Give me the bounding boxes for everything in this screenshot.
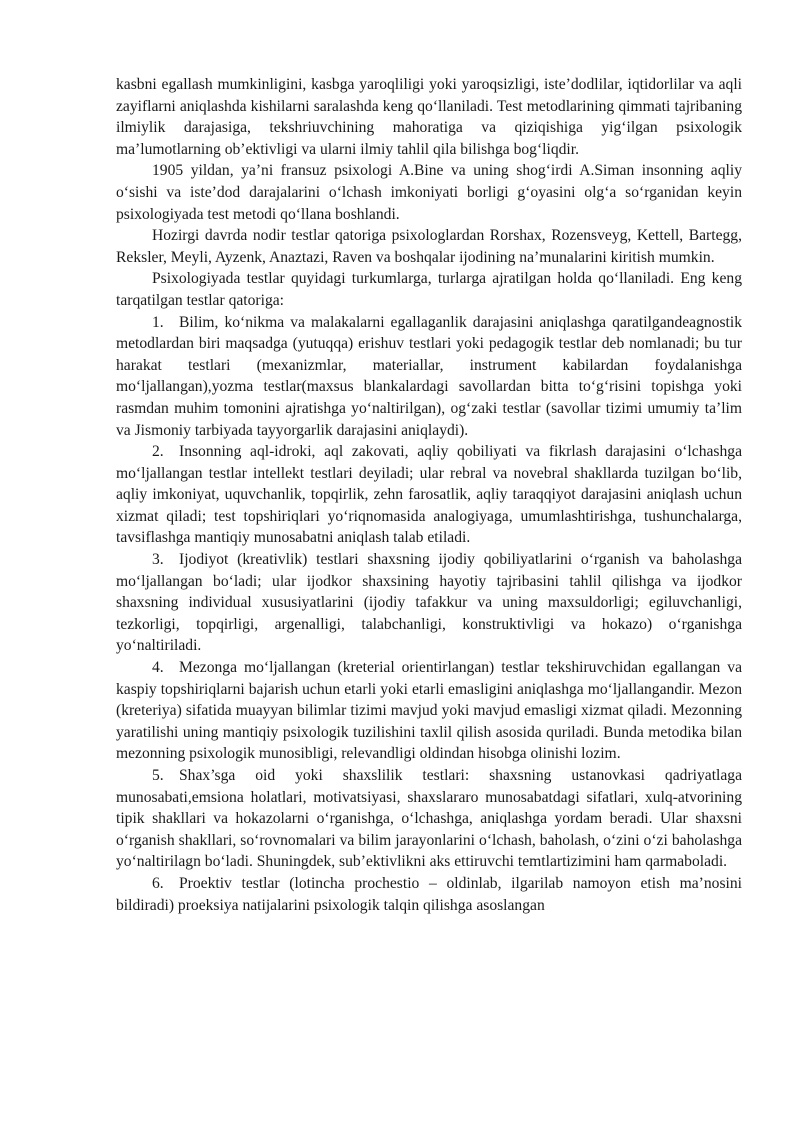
paragraph: 1905 yildan, ya’ni fransuz psixologi A.Bine va uning shog‘irdi A.Siman insonning aqliy o‘sishi va iste’dod darajalarini o‘lchash imkoniyati borligi g‘oyasini olg‘a so‘rganidan keyin psixologiyada test metodi qo‘llana boshlandi. — [116, 162, 742, 223]
list-item-number: 1. — [152, 313, 164, 331]
paragraph: Hozirgi davrda nodir testlar qatoriga psixologlardan Rorshax, Rozensveyg, Kettell, Bartegg, Reksler, Meyli, Ayzenk, Anaztazi, Raven va boshqalar ijodining na’munalarini kiritish mumkin. — [116, 227, 742, 266]
list-item-text: Mezonga mo‘ljallangan (kreterial orientirlangan) testlar tekshiruvchidan egallangan va kaspiy topshiriqlarni bajarish uchun etarli yoki etarli emasligini aniqlashga mo‘ljallangandir. Mezon (kreteriya) sifatida muayyan bilimlar tizimi mavjud yoki mavjud emasligi xizmat qiladi. Mezonning yaratilishi uning mantiqiy psixologik tuzilishini taxlil qilish asosida quriladi. Bunda metodika bilan mezonning psixologik munosibligi, relevandligi oldindan hisobga olinishi lozim. — [116, 659, 742, 763]
list-item — [116, 441, 742, 549]
list-item — [116, 657, 742, 765]
list-item-number: 4. — [152, 659, 164, 677]
paragraph: Psixologiyada testlar quyidagi turkumlarga, turlarga ajratilgan holda qo‘llaniladi. Eng keng tarqatilgan testlar qatoriga: — [116, 270, 742, 309]
list-item — [116, 873, 742, 916]
list-item-text: Proektiv testlar (lotincha prochestio – oldinlab, ilgarilab namoyon etish ma’nosini bildiradi) proeksiya natijalarini psixologik talqin qilishga asoslangan — [116, 874, 742, 914]
list-item — [116, 312, 742, 442]
list-item — [116, 549, 742, 657]
list-item-text: Insonning aql-idroki, aql zakovati, aqliy qobiliyati va fikrlash darajasini o‘lchashga mo‘ljallangan testlar intellekt testlari deyiladi; ular rebral va novebral shakllarda tuzilgan bo‘lib, aqliy imkoniyat, uquvchanlik, topqirlik, zehn farosatlik, aqliy taraqqiyot darajasini aniqlash uchun xizmat qiladi; test topshiriqlari yo‘riqnomasida analogiyaga, umumlashtirishga, tushunchalarga, tavsiflashga mantiqiy munosabatni aniqlash talab etiladi. — [116, 443, 742, 547]
document-page — [116, 74, 742, 916]
list-item-text: Bilim, ko‘nikma va malakalarni egallaganlik darajasini aniqlashga qaratilgandeagnostik metodlardan biri maqsadga (yutuqqa) erishuv testlari yoki pedagogik testlar deb nomlanadi; bu tur harakat testlari (mexanizmlar, materiallar, instrument kabilardan foydalanishga mo‘ljallangan),yozma testlar(maxsus blankalardagi savollardan bitta to‘g‘risini topishga yoki rasmdan muhim tomonini ajratishga yo‘naltirilgan), og‘zaki testlar (savollar tizimi umumiy ta’lim va Jismoniy tarbiyada tayyorgarlik darajasini aniqlaydi). — [116, 313, 742, 439]
list-item-number: 3. — [152, 551, 164, 569]
list-item-number: 2. — [152, 443, 164, 461]
list-item-text: Shax’sga oid yoki shaxslilik testlari: shaxsning ustanovkasi qadriyatlaga munosabati,emsiona holatlari, motivatsiyasi, shaxslararo munosabatdagi sifatlari, xulq-atvorining tipik shakllari va hokazolarni o‘rganishga, o‘lchashga, aniqlashga yordam beradi. Ular shaxsni o‘rganish shakllari, so‘rovnomalari va bilim jarayonlarini o‘lchash, baholash, o‘zini o‘zi baholashga yo‘naltirilagn bo‘ladi. Shuningdek, sub’ektivlikni aks ettiruvchi temtlartizimini ham qarmaboladi. — [116, 767, 742, 871]
list-item-number: 6. — [152, 874, 164, 892]
list-item — [116, 765, 742, 873]
paragraph: kasbni egallash mumkinligini, kasbga yaroqliligi yoki yaroqsizligi, iste’dodlilar, iqtidorlilar va aqli zayiflarni aniqlashda kishilarni saralashda keng qo‘llaniladi. Test metodlarining qimmati tajribaning ilmiylik darajasiga, tekshriuvchining mahoratiga va qiziqishiga yig‘ilgan psixologik ma’lumotlarning ob’ektivligi va ularni ilmiy tahlil qila bilishga bog‘liqdir. — [116, 76, 742, 158]
list-item-text: Ijodiyot (kreativlik) testlari shaxsning ijodiy qobiliyatlarini o‘rganish va baholashga mo‘ljallangan bo‘ladi; ular ijodkor shaxsining hayotiy tajribasini tahlil qilishga va ijodkor shaxsning individual xususiyatlarini (ijodiy tafakkur va uning maxsuldorligi; egiluvchanligi, tezkorligi, topqirligi, argenalligi, talabchanligi, konstruktivligi va hokazo) o‘rganishga yo‘naltiriladi. — [116, 551, 742, 655]
list-item-number: 5. — [152, 767, 164, 784]
